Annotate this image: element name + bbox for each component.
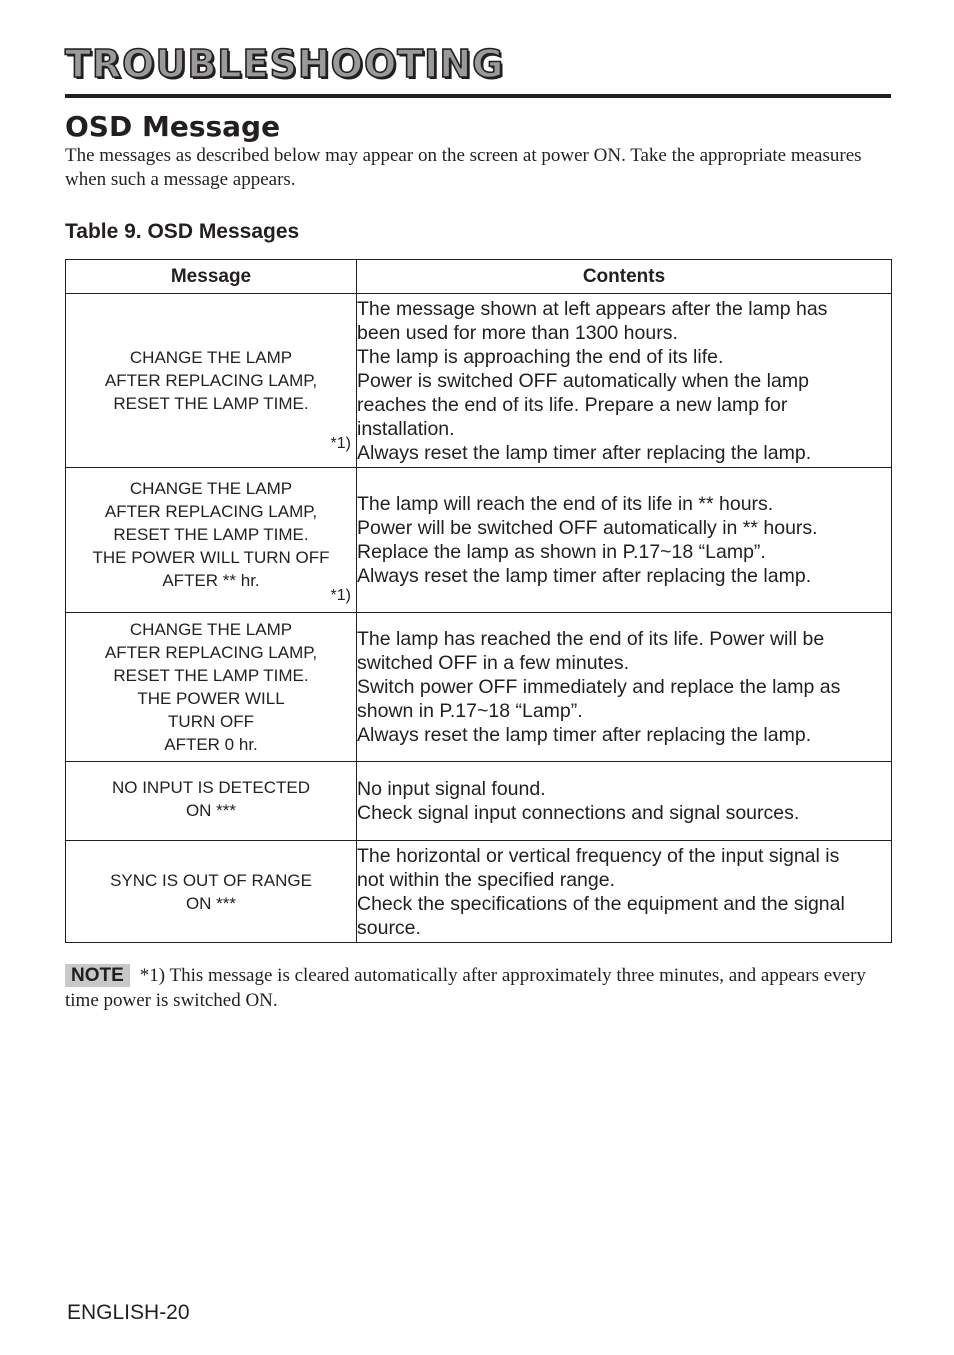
message-line: THE POWER WILL TURN OFF: [92, 547, 330, 567]
contents-line: Always reset the lamp timer after replacing the lamp.: [357, 565, 812, 587]
message-cell: [66, 613, 357, 762]
contents-cell: [357, 468, 892, 613]
message-line: AFTER 0 hr.: [164, 735, 258, 754]
column-header-contents: Contents: [357, 260, 892, 294]
contents-line: The message shown at left appears after the lamp has: [357, 297, 828, 320]
osd-messages-table: [65, 259, 892, 943]
message-line: AFTER REPLACING LAMP,: [104, 371, 318, 390]
contents-line: Power is switched OFF automatically when the lamp: [357, 369, 809, 392]
contents-line: Replace the lamp as shown in P.17~18 “Lamp”.: [357, 541, 766, 563]
message-line: ON ***: [185, 801, 237, 820]
note-block: [65, 963, 891, 1013]
message-line: RESET THE LAMP TIME.: [113, 666, 309, 685]
message-line: NO INPUT IS DETECTED: [111, 778, 311, 797]
note-badge: NOTE: [65, 964, 130, 987]
contents-line: been used for more than 1300 hours.: [357, 321, 678, 344]
contents-line: The horizontal or vertical frequency of the input signal is: [357, 844, 840, 867]
intro-paragraph: The messages as described below may appear on the screen at power ON. Take the appropriate measures when such a message appears.: [65, 145, 862, 190]
table-row: [66, 294, 892, 468]
message-line: TURN OFF: [168, 712, 254, 731]
contents-line: No input signal found.: [357, 778, 546, 800]
contents-line: The lamp has reached the end of its life. Power will be: [357, 628, 825, 650]
table-caption: Table 9. OSD Messages: [65, 220, 300, 243]
contents-line: Switch power OFF immediately and replace the lamp as: [357, 676, 841, 698]
contents-cell: [357, 294, 892, 468]
page-number: ENGLISH-20: [67, 1301, 190, 1324]
message-cell: [66, 762, 357, 841]
contents-line: The lamp will reach the end of its life in ** hours.: [357, 493, 774, 515]
contents-line: Check the specifications of the equipment and the signal: [357, 892, 845, 915]
contents-line: Check signal input connections and signal sources.: [357, 802, 800, 824]
contents-line: shown in P.17~18 “Lamp”.: [357, 700, 583, 722]
message-line: THE POWER WILL: [137, 689, 285, 708]
contents-cell: [357, 762, 892, 841]
table-row: [66, 468, 892, 613]
message-line: RESET THE LAMP TIME.: [113, 524, 309, 544]
contents-line: The lamp is approaching the end of its life.: [357, 345, 724, 368]
contents-cell: [357, 841, 892, 943]
contents-line: installation.: [357, 417, 455, 440]
table-row: [66, 841, 892, 943]
message-line: CHANGE THE LAMP: [129, 348, 293, 367]
message-line: AFTER ** hr.: [162, 570, 260, 590]
message-line: ON ***: [185, 893, 237, 913]
message-line: AFTER REPLACING LAMP,: [104, 643, 318, 662]
title-rule: [65, 94, 891, 98]
contents-line: Always reset the lamp timer after replacing the lamp.: [357, 441, 812, 464]
contents-line: reaches the end of its life. Prepare a new lamp for: [357, 393, 788, 416]
message-line: AFTER REPLACING LAMP,: [104, 501, 318, 521]
message-cell: [66, 294, 357, 468]
note-text: *1) This message is cleared automatically after approximately three minutes, and appears every time power is switched ON.: [65, 965, 866, 1011]
section-title: OSD Message: [65, 110, 281, 143]
message-line: SYNC IS OUT OF RANGE: [110, 870, 312, 890]
contents-line: switched OFF in a few minutes.: [357, 652, 630, 674]
page-title: TROUBLESHOOTING: [65, 42, 505, 86]
table-row: [66, 762, 892, 841]
column-header-message: Message: [66, 260, 357, 294]
contents-line: Power will be switched OFF automatically in ** hours.: [357, 517, 818, 539]
message-cell: [66, 841, 357, 943]
contents-line: Always reset the lamp timer after replacing the lamp.: [357, 724, 812, 746]
contents-line: not within the specified range.: [357, 868, 615, 891]
message-line: CHANGE THE LAMP: [129, 478, 293, 498]
message-line: CHANGE THE LAMP: [129, 620, 293, 639]
table-header-row: [66, 260, 892, 294]
table-row: [66, 613, 892, 762]
footnote-marker: *1): [330, 587, 351, 604]
message-line: RESET THE LAMP TIME.: [113, 394, 309, 413]
message-cell: [66, 468, 357, 613]
footnote-marker: *1): [330, 435, 351, 452]
contents-line: source.: [357, 916, 421, 939]
contents-cell: [357, 613, 892, 762]
